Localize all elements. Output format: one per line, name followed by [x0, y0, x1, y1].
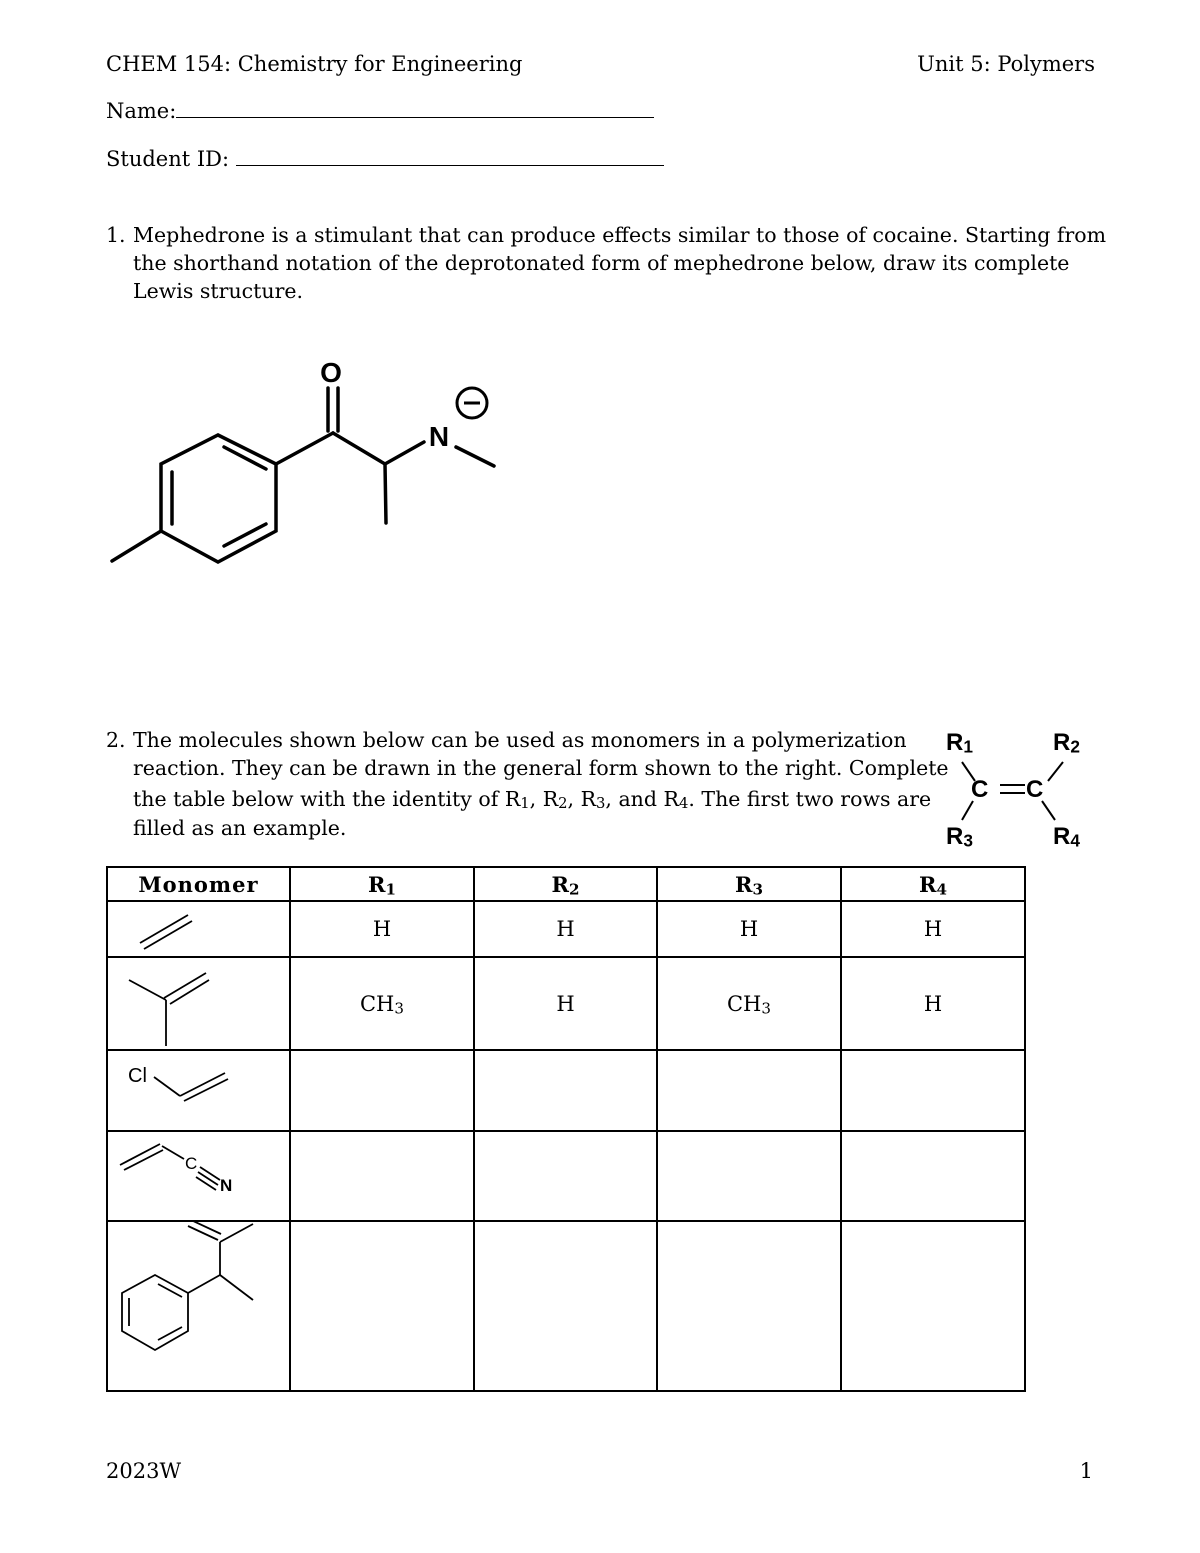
general-r2: $R_2$: [1053, 729, 1080, 757]
question-2-number: 2.: [106, 728, 126, 752]
r3-cell[interactable]: [657, 1221, 841, 1391]
header-monomer: Monomer: [107, 867, 290, 901]
r1-cell[interactable]: H: [290, 901, 474, 957]
table-row: [107, 901, 1025, 957]
general-c-right: C: [1026, 776, 1044, 803]
general-alkene-form: [940, 725, 1100, 855]
ring-methyl-bond: [112, 531, 161, 561]
table-row: [107, 957, 1025, 1050]
r2-cell[interactable]: [474, 1050, 657, 1131]
unit-title: Unit 5: Polymers: [917, 52, 1095, 76]
question-2-line-3: the table below with the identity of $R_1$, $R_2$, $R_3$, and $R_4$. The first two rows are: [133, 787, 932, 813]
question-1-line-2: the shorthand notation of the deprotonated form of mephedrone below, draw its complete: [133, 251, 1070, 275]
r1-cell[interactable]: [290, 1221, 474, 1391]
table-row: [107, 1131, 1025, 1221]
phenyl-alkene-structure: [108, 1222, 288, 1390]
question-1-number: 1.: [106, 223, 126, 247]
footer-term: 2023W: [106, 1459, 182, 1483]
header-r4: $R_4$: [841, 867, 1025, 901]
name-blank-line[interactable]: [176, 101, 654, 118]
r3-cell[interactable]: [657, 1131, 841, 1221]
header-r3: $R_3$: [657, 867, 841, 901]
question-2-line-2: reaction. They can be drawn in the general form shown to the right. Complete: [133, 756, 949, 780]
isobutylene-structure: [108, 958, 288, 1050]
general-c-left: C: [971, 776, 989, 803]
question-2: [106, 726, 949, 844]
monomer-cell: [107, 1131, 290, 1221]
r2-cell[interactable]: [474, 1131, 657, 1221]
monomer-cell: [107, 901, 290, 957]
student-id-label: Student ID:: [106, 147, 230, 171]
nitrile-carbon-label: C: [185, 1154, 198, 1173]
r3-cell[interactable]: [657, 1050, 841, 1131]
question-1-line-3: Lewis structure.: [133, 279, 304, 303]
r3-cell[interactable]: $CH_3$: [657, 957, 841, 1050]
page-number: 1: [1079, 1459, 1093, 1483]
monomer-cell: [107, 1050, 290, 1131]
r4-cell[interactable]: [841, 1050, 1025, 1131]
question-2-line-1: The molecules shown below can be used as monomers in a polymerization: [133, 728, 907, 752]
name-label: Name:: [106, 99, 177, 123]
benzene-ring: [161, 435, 276, 562]
r1-cell[interactable]: [290, 1131, 474, 1221]
course-title: CHEM 154: Chemistry for Engineering: [106, 52, 523, 76]
r4-cell[interactable]: H: [841, 957, 1025, 1050]
table-row: [107, 1221, 1025, 1391]
table-row: [107, 1050, 1025, 1131]
r3-cell[interactable]: H: [657, 901, 841, 957]
question-2-line-4: filled as an example.: [133, 816, 347, 840]
header-r1: $R_1$: [290, 867, 474, 901]
r1-cell[interactable]: [290, 1050, 474, 1131]
r2-cell[interactable]: H: [474, 957, 657, 1050]
general-r1: $R_1$: [946, 729, 973, 757]
r2-cell[interactable]: H: [474, 901, 657, 957]
chlorine-label: Cl: [128, 1065, 147, 1087]
r4-cell[interactable]: [841, 1221, 1025, 1391]
r2-cell[interactable]: [474, 1221, 657, 1391]
nitrogen-label: N: [428, 421, 450, 452]
nitrile-nitrogen-label: N: [220, 1176, 233, 1195]
monomer-cell: [107, 957, 290, 1050]
question-1: [106, 221, 1106, 311]
oxygen-label: O: [320, 357, 342, 388]
r1-cell[interactable]: $CH_3$: [290, 957, 474, 1050]
ethylene-structure: [108, 902, 288, 956]
table-header-row: [107, 867, 1025, 901]
vinyl-chloride-structure: [108, 1051, 288, 1131]
acrylonitrile-structure: [108, 1132, 288, 1220]
header-r2: $R_2$: [474, 867, 657, 901]
student-id-field: [106, 147, 664, 171]
general-r4: $R_4$: [1053, 823, 1080, 851]
mephedrone-structure: [0, 340, 560, 580]
r4-cell[interactable]: H: [841, 901, 1025, 957]
question-1-line-1: Mephedrone is a stimulant that can produce effects similar to those of cocaine. Starting from: [133, 223, 1107, 247]
name-field: [106, 99, 654, 123]
student-id-blank-line[interactable]: [236, 149, 664, 166]
monomer-table: [106, 866, 1026, 1392]
r4-cell[interactable]: [841, 1131, 1025, 1221]
monomer-cell: [107, 1221, 290, 1391]
general-r3: $R_3$: [946, 823, 973, 851]
